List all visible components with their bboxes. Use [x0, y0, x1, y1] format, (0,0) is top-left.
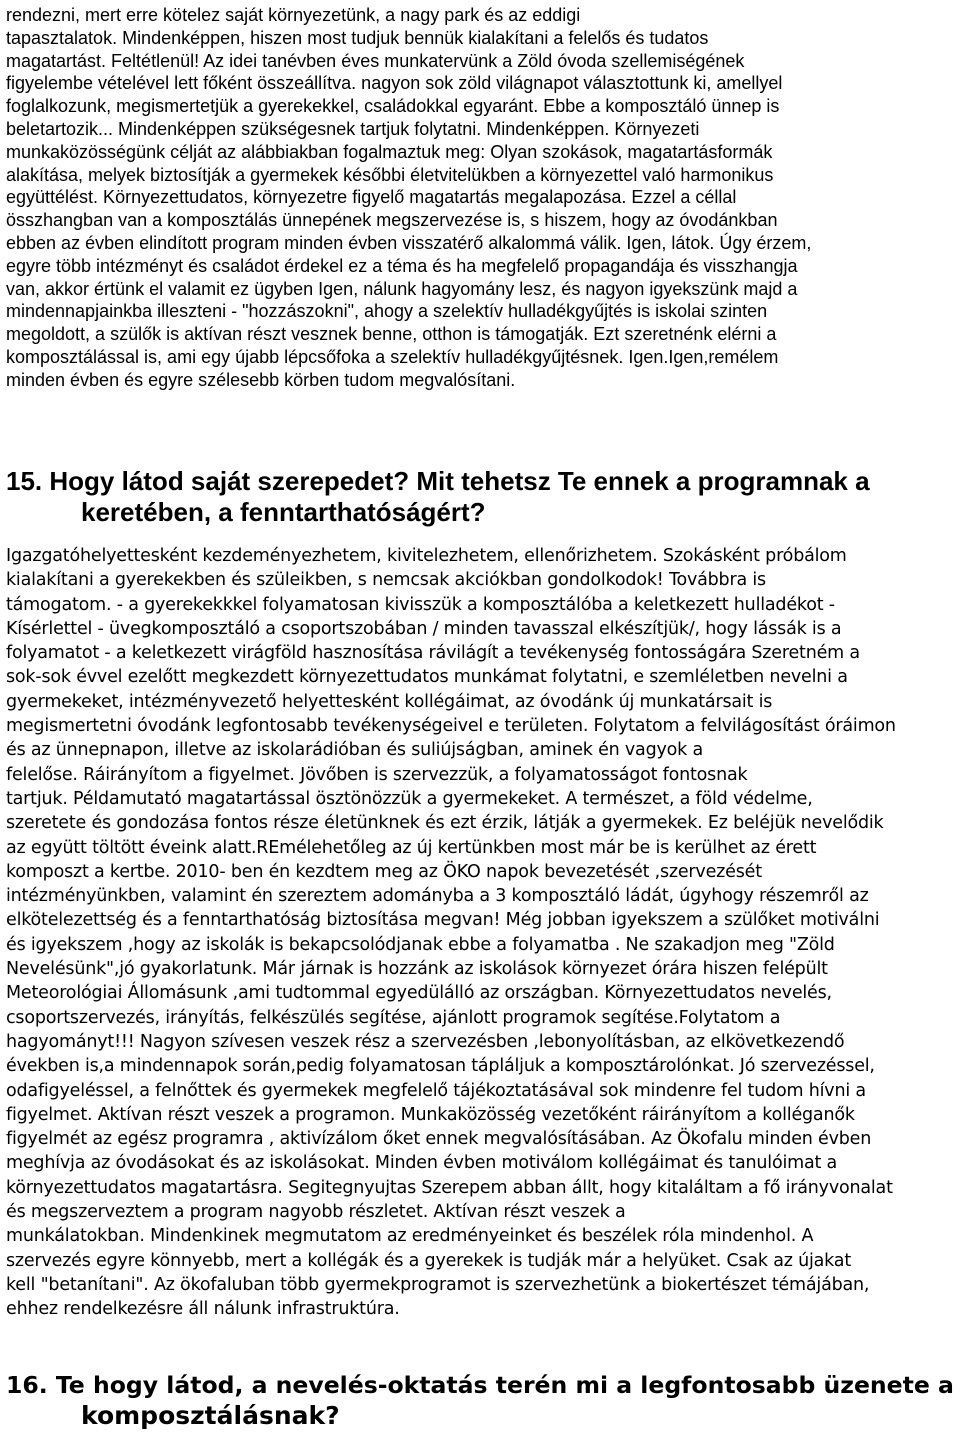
- answer-line: odafigyeléssel, a felnőttek és gyermekek megfelelő tájékoztatásával sok mindenre fel tudom hívni a: [6, 1080, 866, 1101]
- answer-line: gyermekeket, intézményvezető helyettesként kollégáimat, az óvodánk új munkatársait is: [6, 691, 773, 712]
- answer-line: minden évben és egyre szélesebb körben tudom megvalósítani.: [6, 369, 516, 390]
- question-15-line-1: 15. Hogy látod saját szerepedet? Mit tehetsz Te ennek a programnak a: [6, 466, 870, 496]
- question-16-line-2: komposztálásnak?: [81, 1400, 340, 1430]
- question-15-heading: [6, 466, 956, 527]
- answer-line: figyelembe vételével lett főként összeállítva. nagyon sok zöld világnapot választottunk ki, amellyel: [6, 73, 783, 94]
- answer-line: Igazgatóhelyettesként kezdeményezhetem, kivitelezhetem, ellenőrizhetem. Szokásként próbálom: [6, 546, 847, 566]
- answer-line: figyelmet. Aktívan részt veszek a programon. Munkaközösség vezetőként ráirányítom a kolléganők: [6, 1104, 855, 1125]
- answer-line: támogatom. - a gyerekekkkel folyamatosan kivisszük a komposztálóba a keletkezett hulladékot -: [6, 594, 835, 615]
- answer-line: rendezni, mert erre kötelez saját környezetünk, a nagy park és az eddigi: [6, 5, 581, 25]
- answer-line: figyelmét az egész programra , aktivízálom őket ennek megvalósításában. Az Ökofalu minden évben: [6, 1129, 872, 1150]
- answer-line: intézményünkben, valamint én szereztem adományba a 3 komposztáló ládát, úgyhogy részemről az: [6, 886, 869, 907]
- answer-line: szeretete és gondozása fontos része életünknek és ezt érzik, látják a gyermekek. Ez beléjük nevelődik: [6, 813, 884, 834]
- answer-line: és az ünnepnapon, illetve az iskolarádióban és suliújságban, aminek én vagyok a: [6, 740, 703, 761]
- answer-line: környezettudatos magatartásra. Segitegnyujtas Szerepem abban állt, hogy kitaláltam a fő irányvonalat: [6, 1177, 893, 1198]
- answer-line: összhangban van a komposztálás ünnepének megszervezése is, s hiszem, hogy az óvodánkban: [6, 210, 778, 231]
- answer-line: ehhez rendelkezésre áll nálunk infrastruktúra.: [6, 1299, 400, 1320]
- answer-line: megoldott, a szülők is aktívan részt vesznek benne, otthon is támogatják. Ezt szeretnénk elérni a: [6, 324, 777, 345]
- answer-line: komposztálással is, ami egy újabb lépcsőfoka a szelektív hulladékgyűjtésnek. Igen.Igen,remélem: [6, 346, 779, 367]
- answer-line: sok-sok évvel ezelőtt megkezdett környezettudatos munkámat folytatni, e szemléletben nevelni a: [6, 667, 848, 688]
- answer-line: években is,a mindennapok során,pedig folyamatosan tápláljuk a komposztárolónkat. Jó szervezéssel,: [6, 1056, 875, 1077]
- answer-line: Kísérlettel - üvegkomposztáló a csoportszobában / minden tavasszal elkészítjük/, hogy lássák is a: [6, 618, 842, 639]
- answer-line: tartjuk. Példamutató magatartással ösztönözzük a gyermekeket. A természet, a föld védelme,: [6, 788, 813, 809]
- answer-line: van, akkor értünk el valamit ez ügyben Igen, nálunk hagyomány lesz, és nagyon igyekszünk majd a: [6, 278, 798, 299]
- answer-line: és igyekszem ,hogy az iskolák is bekapcsolódjanak ebbe a folyamatba . Ne szakadjon meg "Zöld: [6, 934, 835, 955]
- answer-line: magatartást. Feltétlenül! Az idei tanévben éves munkatervünk a Zöld óvoda szellemiségének: [6, 50, 745, 71]
- answer-line: kialakítani a gyerekekben és szüleikben, s nemcsak akciókban gondolkodok! Továbbra is: [6, 570, 766, 591]
- answer-line: munkálatokban. Mindenkinek megmutatom az eredményeinket és beszélek róla mindenhol. A: [6, 1226, 814, 1247]
- answer-line: szervezés egyre könnyebb, mert a kollégák és a gyerekek is tudják már a helyüket. Csak az újakat: [6, 1250, 851, 1271]
- answer-line: Nevelésünk",jó gyakorlatunk. Már járnak is hozzánk az iskolások környezet órára hiszen felépült: [6, 959, 828, 980]
- answer-line: egyre több intézményt és családot érdekel ez a téma és ha megfelelő propagandája és visszhangja: [6, 255, 798, 276]
- answer-line: meghívja az óvodásokat és az iskolásokat. Minden évben motiválom kollégáimat és tanulóimat a: [6, 1153, 838, 1174]
- answer-line: alakítása, melyek biztosítják a gyermekek későbbi életvitelükben a környezettel való harmonikus: [6, 164, 774, 185]
- question-16-line-1: 16. Te hogy látod, a nevelés-oktatás terén mi a legfontosabb üzenete a: [6, 1371, 954, 1399]
- answer-block-15: [6, 544, 896, 1322]
- answer-line: komposzt a kertbe. 2010- ben én kezdtem meg az ÖKO napok bevezetését ,szervezését: [6, 861, 762, 882]
- answer-line: foglalkozunk, megismertetjük a gyerekekkel, családokkal egyaránt. Ebbe a komposztáló ünnep is: [6, 96, 780, 117]
- answer-line: munkaközösségünk célját az alábbiakban fogalmaztuk meg: Olyan szokások, magatartásformák: [6, 141, 773, 162]
- answer-line: csoportszervezés, irányítás, felkészülés segítése, ajánlott programok segítése.Folytatom a: [6, 1007, 781, 1028]
- answer-block-14: [6, 4, 811, 392]
- question-15-line-2: keretében, a fenntarthatóságért?: [81, 496, 486, 527]
- answer-line: tapasztalatok. Mindenképpen, hiszen most tudjuk bennük kialakítani a felelős és tudatos: [6, 27, 709, 48]
- answer-line: mindennapjainkba illeszteni - "hozzászokni", ahogy a szelektív hulladékgyűjtés is iskolai szinten: [6, 301, 768, 322]
- answer-line: együttélést. Környezettudatos, környezetre figyelő magatartás megalapozása. Ezzel a céllal: [6, 187, 737, 208]
- answer-line: hagyományt!!! Nagyon szívesen veszek rész a szervezésben ,lebonyolításban, az elkövetkezendő: [6, 1031, 845, 1052]
- answer-line: az együtt töltött éveink alatt.REmélehetőleg az új kertünkben most már be is kerülhet az érett: [6, 837, 817, 858]
- question-16-heading: [6, 1370, 956, 1431]
- answer-line: és megszerveztem a program nagyobb részletet. Aktívan részt veszek a: [6, 1202, 626, 1223]
- answer-line: felelőse. Ráirányítom a figyelmet. Jövőben is szervezzük, a folyamatosságot fontosnak: [6, 764, 748, 785]
- answer-line: Meteorológiai Állomásunk ,ami tudtommal egyedülálló az országban. Környezettudatos nevelés,: [6, 983, 832, 1004]
- answer-line: folyamatot - a keletkezett virágföld hasznosítása rávilágít a tevékenység fontosságára Szeretném a: [6, 643, 860, 664]
- answer-line: elkötelezettség és a fenntarthatóság biztosítása megvan! Még jobban igyekszem a szülőket motiválni: [6, 910, 880, 931]
- answer-line: ebben az évben elindított program minden évben visszatérő alkalommá válik. Igen, látok. Úgy érzem,: [6, 232, 812, 253]
- answer-line: kell "betanítani". Az ökofaluban több gyermekprogramot is szervezhetünk a biokertészet témájában,: [6, 1274, 870, 1295]
- answer-line: beletartozik... Mindenképpen szükségesnek tartjuk folytatni. Mindenképpen. Környezeti: [6, 118, 700, 139]
- answer-line: megismertetni óvodánk legfontosabb tevékenységeivel e területen. Folytatom a felvilágosítást óráimon: [6, 716, 896, 737]
